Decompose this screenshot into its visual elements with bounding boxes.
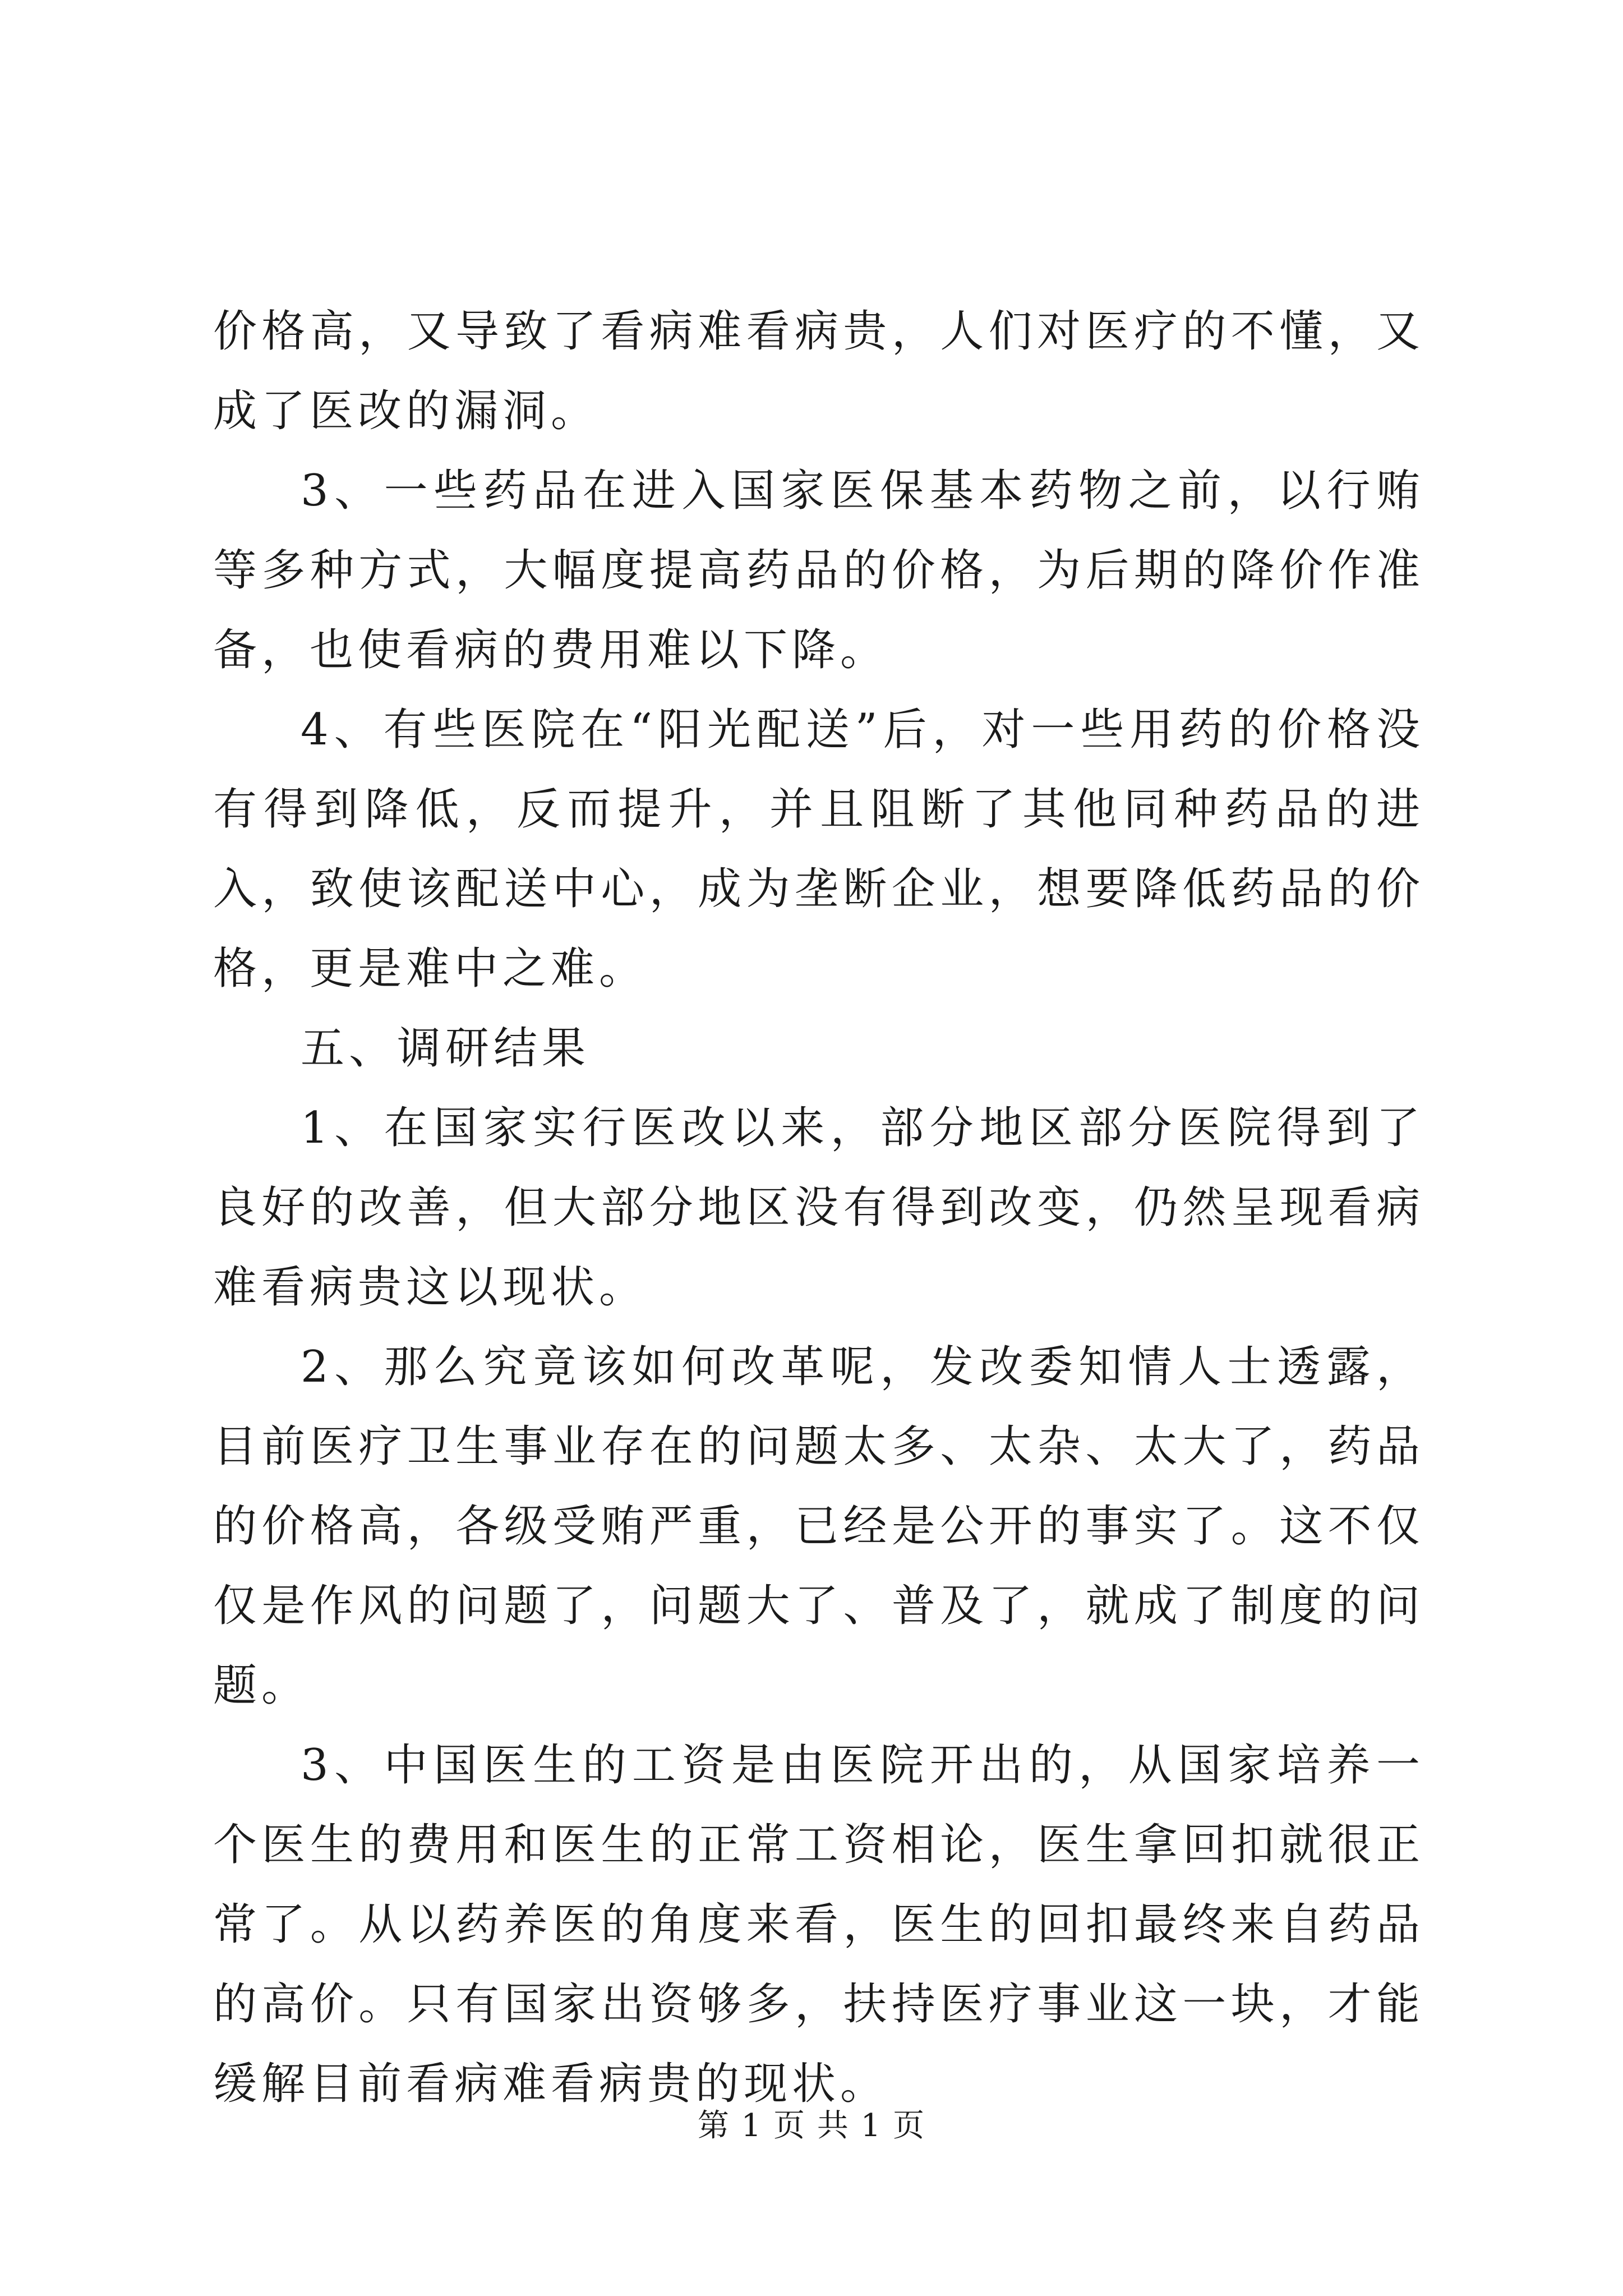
paragraph-result-1: 1、在国家实行医改以来，部分地区部分医院得到了良好的改善，但大部分地区没有得到改变，仍然呈现看病难看病贵这以现状。 xyxy=(213,1103,1424,1313)
document-body xyxy=(213,292,1424,2124)
paragraph-result-2: 2、那么究竟该如何改革呢，发改委知情人士透露，目前医疗卫生事业存在的问题太多、太杂、太大了，药品的价格高，各级受贿严重，已经是公开的事实了。这不仅仅是作风的问题了，问题大了、普及了，就成了制度的问题。 xyxy=(213,1342,1424,1711)
paragraph-continuation: 价格高，又导致了看病难看病贵，人们对医疗的不懂，又成了医改的漏洞。 xyxy=(213,306,1424,436)
paragraph-item-4-sunshine-delivery: 4、有些医院在“阳光配送”后，对一些用药的价格没有得到降低，反而提升，并且阻断了其他同种药品的进入，致使该配送中心，成为垄断企业，想要降低药品的价格，更是难中之难。 xyxy=(213,705,1424,994)
paragraph-result-3: 3、中国医生的工资是由医院开出的，从国家培养一个医生的费用和医生的正常工资相论，医生拿回扣就很正常了。从以药养医的角度来看，医生的回扣最终来自药品的高价。只有国家出资够多，扶持医疗事业这一块，才能缓解目前看病难看病贵的现状。 xyxy=(213,1740,1424,2109)
page-footer xyxy=(0,2104,1623,2148)
paragraph-item-3-drug-prices: 3、一些药品在进入国家医保基本药物之前，以行贿等多种方式，大幅度提高药品的价格，为后期的降价作准备，也使看病的费用难以下降。 xyxy=(213,466,1424,675)
section-heading-research-results: 五、调研结果 xyxy=(301,1023,591,1074)
page-number-label: 第 1 页 共 1 页 xyxy=(697,2108,926,2144)
